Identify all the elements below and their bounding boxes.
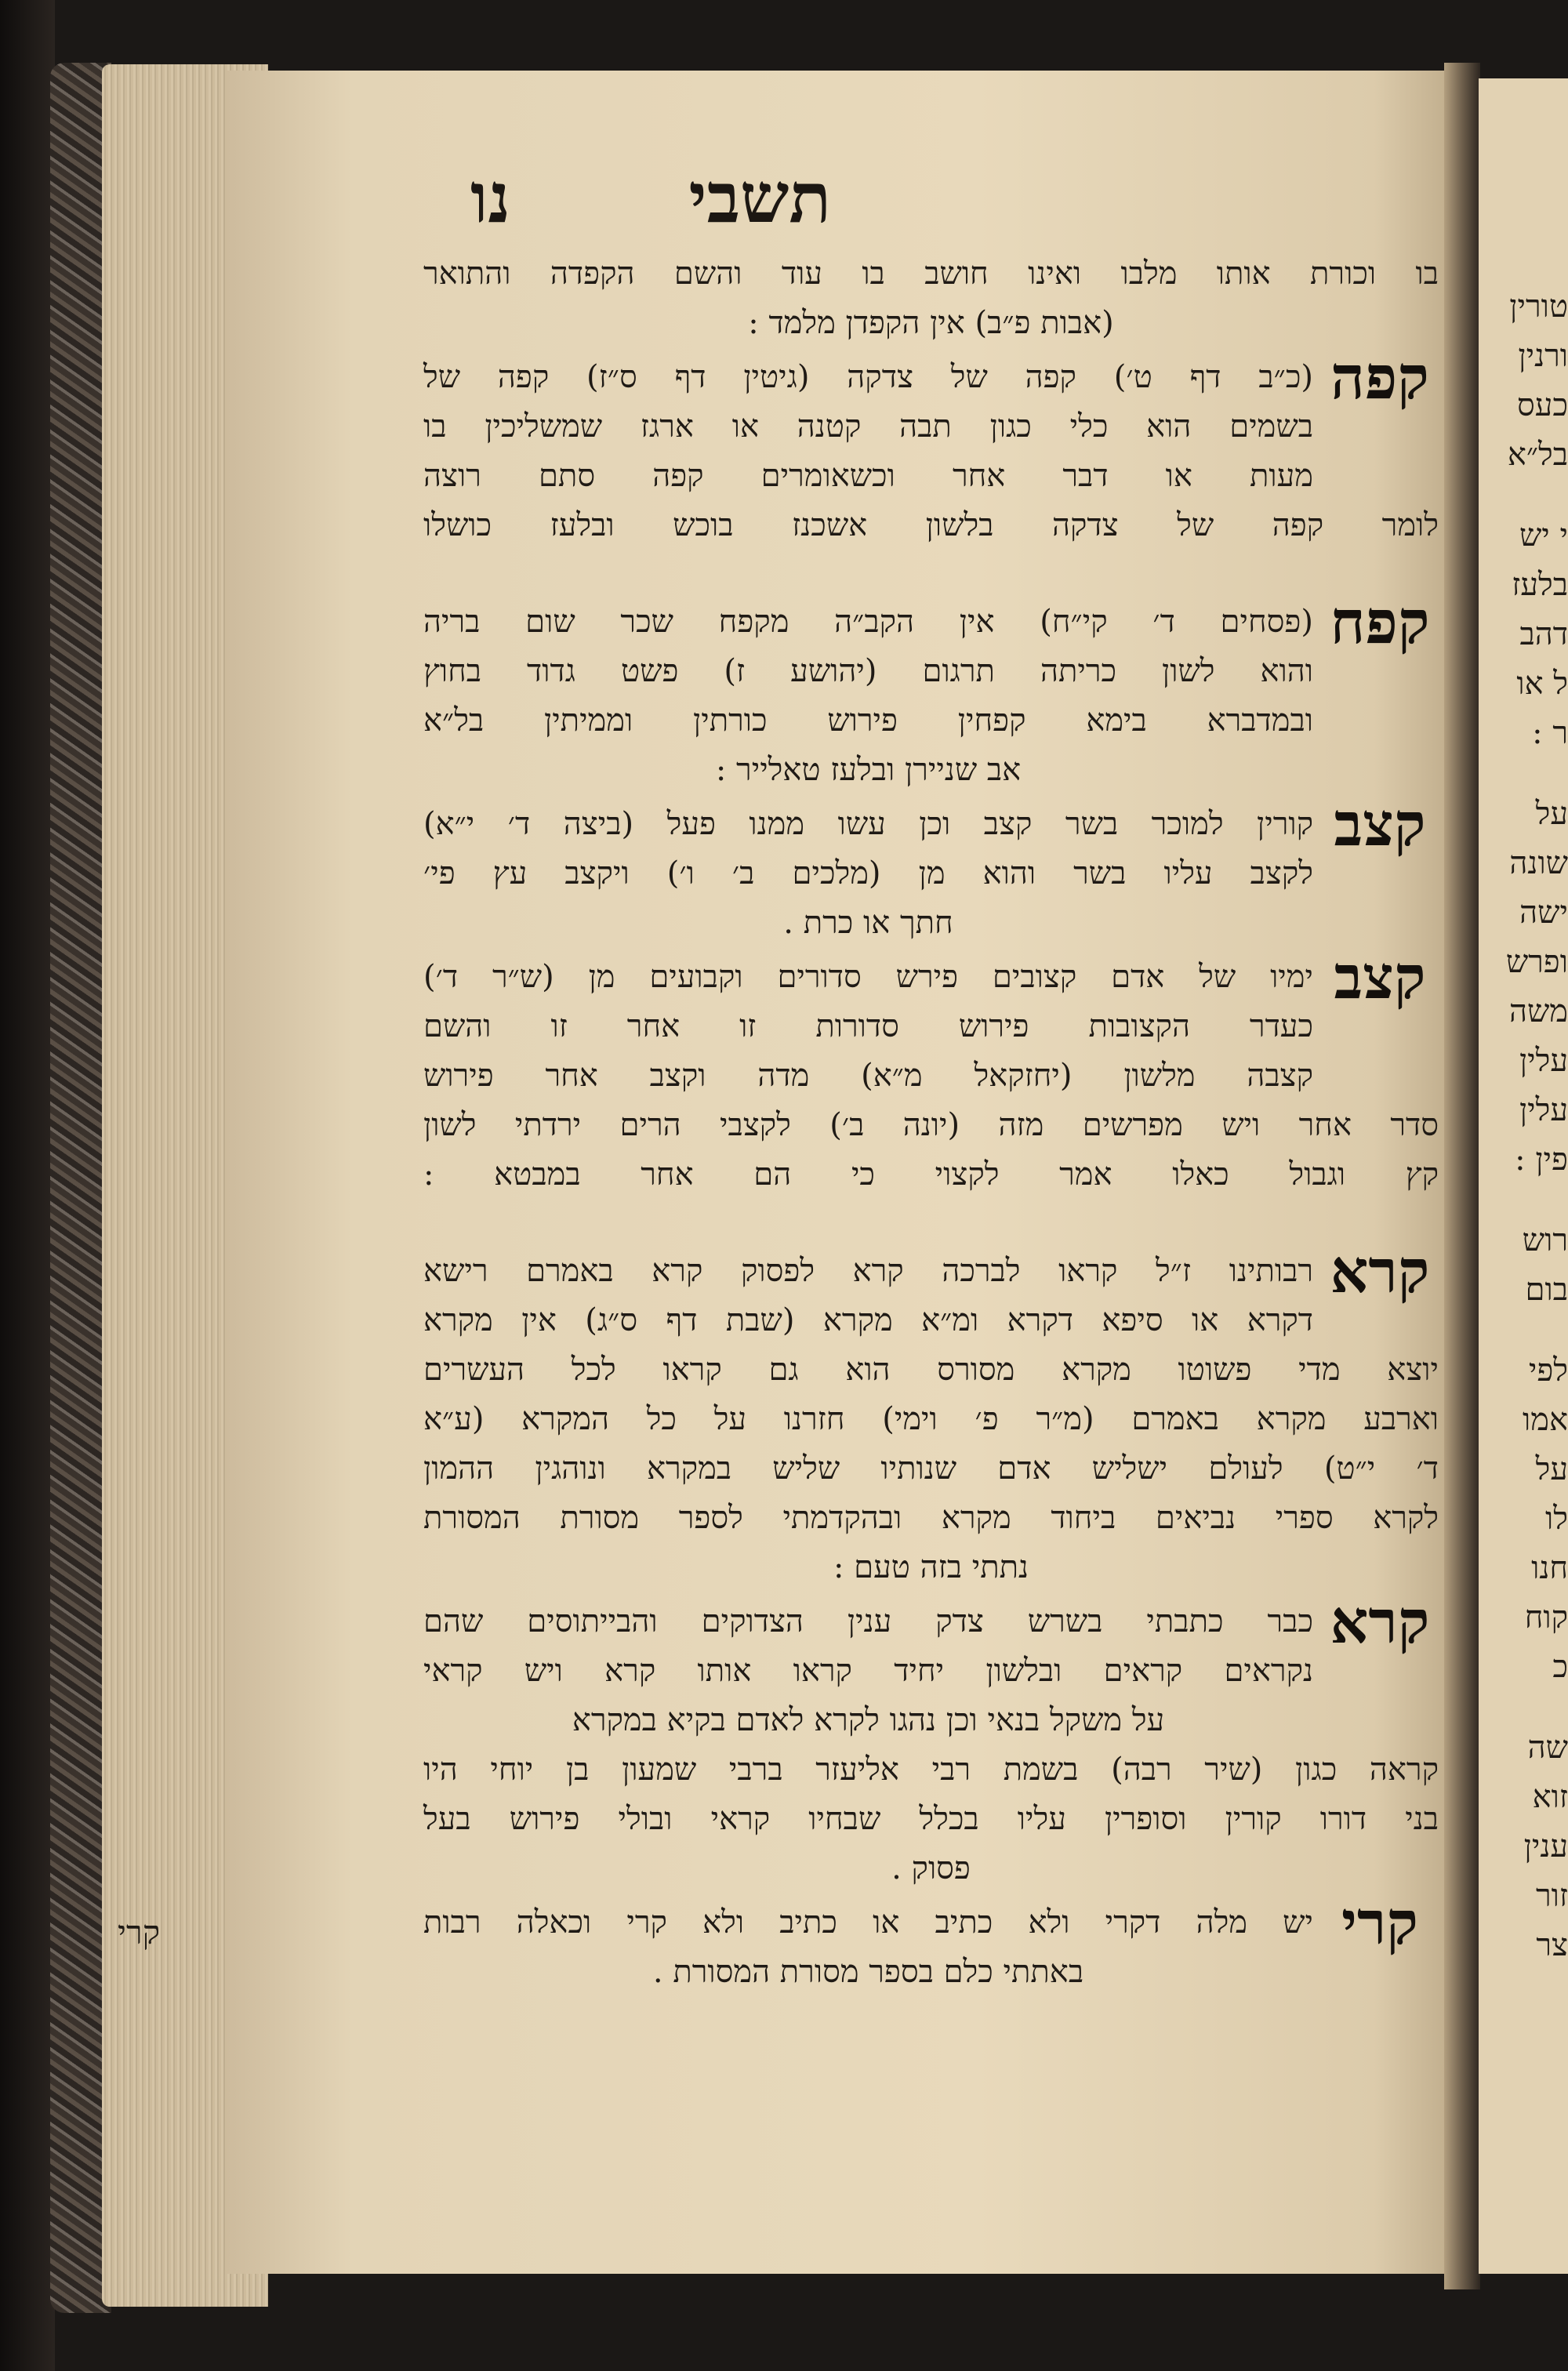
facing-page-line: כעס	[1517, 387, 1568, 423]
facing-page-line: קוח	[1524, 1599, 1568, 1636]
entry-line: יש מלה דקרי ולא כתיב או כתיב ולא קרי וכאלה רבות	[423, 1904, 1313, 1941]
entry-line: נקראים קראים ובלשון יחיד קראו אותו קרא ויש קראי	[423, 1653, 1313, 1689]
entry-headword	[1321, 942, 1439, 1012]
entry-line: ימיו של אדם קצובים פירש סדורים וקבועים מן (ש״ר ד׳)	[423, 959, 1313, 995]
entry-line: חתך או כרת .	[783, 905, 953, 941]
entry-line: ובמדברא בימא קפחין פירוש כורתין וממיתין בל״א	[423, 703, 1313, 739]
facing-page-line	[1479, 480, 1568, 511]
entry-line: והוא לשון כריתה תרגום (יהושע ז) פשט גדוד בחוץ	[423, 653, 1313, 689]
dictionary-text	[423, 249, 1439, 1997]
entry-line: בני דורו קורין וסופרין עליו בכלל שבחיו קראי ובולי פירוש בעל	[423, 1801, 1439, 1837]
facing-page-line: י יש	[1519, 517, 1568, 554]
entry-line: לומר קפה של צדקה בלשון אשכנז בוכש ובלעז כושלו	[423, 507, 1439, 543]
entry-headword	[1321, 790, 1439, 859]
dictionary-entry	[423, 790, 1439, 948]
entry-line: בשמים הוא כלי כגון תבה קטנה או ארגז שמשליכין בו	[423, 408, 1313, 445]
facing-page-line: על	[1535, 796, 1568, 832]
facing-page-line: אמו	[1523, 1402, 1568, 1438]
running-head: תשבי	[688, 157, 831, 238]
facing-page-line: בל״א	[1507, 437, 1568, 473]
entry-line: קץ וגבול כאלו אמר לקצוי כי הם אחר במבטא :	[423, 1156, 1439, 1193]
dictionary-entry	[423, 1587, 1439, 1894]
entry-line: לקרא ספרי נביאים ביחוד מקרא ובהקדמתי לספר מסורת המסורת	[423, 1500, 1439, 1536]
facing-page-line: חנו	[1531, 1550, 1568, 1586]
dictionary-entry	[423, 942, 1439, 1200]
headword-text: קצב	[1334, 790, 1426, 859]
entry-headword	[1321, 1587, 1439, 1657]
entry-line: קראה כגון (שיר רבה) בשמת רבי אליעזר ברבי שמעון בן יוחי היו	[423, 1752, 1439, 1788]
entry-line: דקרא או סיפא דקרא ומ״א מקרא (שבת דף ס״ג) אין מקרא	[423, 1302, 1313, 1338]
facing-page-line	[1479, 1692, 1568, 1723]
catchword: קרי	[118, 1913, 161, 1952]
entry-line: באתתי כלם בספר מסורת המסורת .	[652, 1954, 1084, 1990]
facing-page-line: על	[1535, 1451, 1568, 1487]
facing-page-line: זור	[1535, 1878, 1568, 1914]
facing-page-line: זוא	[1532, 1779, 1568, 1815]
dictionary-entry	[423, 1888, 1439, 1997]
facing-page-line	[1479, 1315, 1568, 1346]
facing-page-line: בום	[1525, 1272, 1568, 1308]
facing-page-line: רוש	[1522, 1222, 1568, 1258]
facing-page-line: ורנין	[1518, 338, 1568, 374]
entries-list	[423, 343, 1439, 1997]
facing-page-line: צר	[1536, 1927, 1568, 1963]
entry-line: רבותינו ז״ל קראו לברכה קרא לפסוק קרא באמרם רישא	[423, 1253, 1313, 1289]
facing-page-line: לפי	[1528, 1353, 1568, 1389]
headword-text: קרי	[1341, 1888, 1418, 1958]
headword-text: קצב	[1334, 942, 1426, 1012]
facing-page-line: פין :	[1515, 1142, 1568, 1178]
facing-page-line: עלין	[1519, 1043, 1568, 1079]
facing-page-line: שונה	[1509, 845, 1568, 881]
entry-headword	[1321, 1236, 1439, 1306]
facing-page-line: ענין	[1523, 1828, 1568, 1864]
facing-page-fragment	[1479, 78, 1568, 2274]
entry-line: כעדר הקצובות פירוש סדורות זו אחר זו והשם	[423, 1008, 1313, 1044]
facing-page-line: לו	[1545, 1501, 1568, 1537]
entry-line: כבר כתבתי בשרש צדק ענין הצדוקים והבייתוסים שהם	[423, 1603, 1313, 1639]
entry-line: ד׳ י״ט) לעולם ישליש אדם שנותיו שליש במקרא ונוהגין ההמון	[423, 1451, 1439, 1487]
facing-page-line: ישה	[1519, 895, 1568, 931]
headword-text: קפח	[1330, 587, 1430, 657]
dictionary-entry	[423, 587, 1439, 795]
facing-page-line: שה	[1527, 1730, 1568, 1766]
headword-text: קרא	[1330, 1587, 1430, 1657]
entry-line: נתתי בזה טעם :	[833, 1549, 1029, 1585]
headword-text: קפה	[1330, 343, 1429, 412]
book-spine-edge	[0, 0, 55, 2371]
page-number: נו	[470, 157, 511, 238]
facing-page-line	[1479, 758, 1568, 790]
entry-line: וארבע מקרא באמרם (מ״ר פ׳ וימי) חזרנו על כל המקרא (ע״א	[423, 1401, 1439, 1437]
facing-page-line: כ	[1552, 1649, 1568, 1685]
facing-page-line: ופרש	[1505, 944, 1568, 980]
facing-page-line: ר :	[1532, 715, 1568, 751]
entry-line: פסוק .	[891, 1850, 971, 1886]
entry-line: (פסחים ד׳ קי״ח) אין הקב״ה מקפח שכר שום בריה	[423, 604, 1313, 640]
page-header	[470, 157, 1019, 243]
entry-line: קצבה מלשון (יחזקאל מ״א) מדה וקצב אחר פירוש	[423, 1058, 1313, 1094]
dictionary-entry	[423, 1236, 1439, 1592]
headword-text: קרא	[1330, 1236, 1430, 1306]
entry-line: סדר אחר ויש מפרשים מזה (יונה ב׳) לקצבי הרים ירדתי לשון	[423, 1107, 1439, 1143]
entry-headword	[1321, 1888, 1439, 1958]
facing-page-line: משה	[1508, 993, 1568, 1029]
facing-page-line: ל או	[1516, 666, 1568, 702]
entry-line: על משקל בנאי וכן נהגו לקרא לאדם בקיא במקרא	[572, 1702, 1165, 1738]
entry-headword	[1321, 343, 1439, 412]
book-gutter	[1444, 63, 1480, 2289]
intro-line: בו וכורת אותו מלבו ואינו חושב בו עוד והשם הקפדה והתואר	[423, 256, 1439, 292]
entry-line: לקצב עליו בשר והוא מן (מלכים ב׳ ו׳) ויקצב עץ פי׳	[423, 855, 1313, 891]
facing-page-text	[1479, 282, 1568, 1970]
entry-line: אב שניירן ובלעז טאלייר :	[715, 752, 1022, 788]
facing-page-line	[1479, 1185, 1568, 1216]
entry-line: קורין למוכר בשר קצב וכן עשו ממנו פעל (ביצה ד׳ י״א)	[423, 806, 1313, 842]
dictionary-entry	[423, 343, 1439, 550]
entry-headword	[1321, 587, 1439, 657]
entry-line: מעות או דבר אחר וכשאומרים קפה סתם רוצה	[423, 458, 1313, 494]
intro-line: (אבות פ״ב) אין הקפדן מלמד :	[748, 305, 1114, 341]
facing-page-line: בלעז	[1512, 567, 1568, 603]
entry-line: יוצא מדי פשוטו מקרא מסורס הוא גם קראו לכל העשרים	[423, 1352, 1439, 1388]
facing-page-line: עלין	[1519, 1092, 1568, 1128]
facing-page-line: דהב	[1519, 616, 1568, 652]
facing-page-line: טורין	[1509, 289, 1568, 325]
entry-line: (כ״ב דף ט׳) קפה של צדקה (גיטין דף ס״ז) קפה של	[423, 359, 1313, 395]
